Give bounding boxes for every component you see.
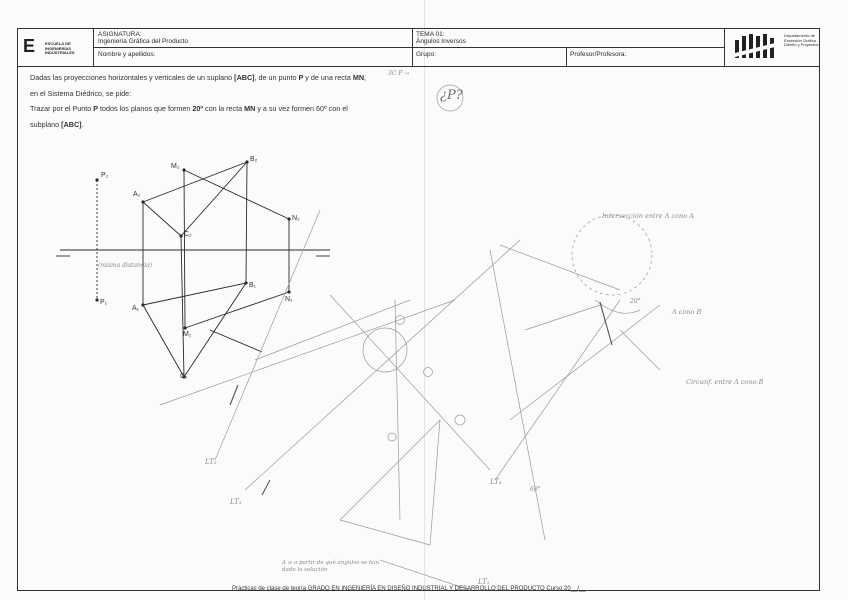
label-n2: N₂ xyxy=(292,215,300,222)
pencil-construction xyxy=(160,85,660,590)
pencil-line xyxy=(330,295,490,470)
handwritten-trace-label: LT₂ xyxy=(205,458,217,466)
pencil-circle xyxy=(396,316,405,325)
point-a1 xyxy=(141,303,144,306)
label-c2: C₂ xyxy=(184,231,192,238)
handwritten-note-interseccion: Intersección entre Λ cono A xyxy=(602,212,694,220)
label-m2: M₂ xyxy=(171,163,180,170)
pencil-line xyxy=(620,330,660,370)
label-n1: N₁ xyxy=(285,296,293,303)
statement-text: subplano xyxy=(30,119,62,129)
handwritten-note-circulo: Circunf. entre Λ cono B xyxy=(686,378,764,386)
pencil-mark xyxy=(262,480,270,495)
pencil-line xyxy=(340,420,440,520)
pencil-line xyxy=(215,210,320,460)
label-b1: B₁ xyxy=(249,282,257,289)
pencil-mark xyxy=(230,385,238,405)
recall-line-b xyxy=(246,162,247,283)
handwritten-corner-note: ¿P? xyxy=(440,88,463,103)
asignatura-label: ASIGNATURA: xyxy=(98,31,142,38)
pencil-line xyxy=(160,300,455,405)
statement-text: , xyxy=(364,73,367,82)
pencil-circle xyxy=(572,215,652,295)
pencil-mark xyxy=(600,302,612,345)
label-c1: C₁ xyxy=(180,373,188,380)
point-b2 xyxy=(245,160,248,163)
handwritten-trace-label: LT₁ xyxy=(478,578,490,586)
statement-text: con la recta xyxy=(202,104,245,113)
pencil-circle xyxy=(424,368,433,377)
school-logo-mark: E xyxy=(23,36,36,56)
statement-bold: P xyxy=(93,104,99,113)
point-b1 xyxy=(244,281,247,284)
pencil-circle xyxy=(388,433,396,441)
point-c2 xyxy=(179,234,182,237)
point-p2 xyxy=(95,178,98,181)
statement-bold: [ABC] xyxy=(234,73,255,82)
tema-label: TEMA 01: xyxy=(416,31,445,38)
statement-text: Dadas las proyecciones horizontales y verticales de un suplano xyxy=(30,73,235,82)
statement-line-2: en el Sistema Diédrico, se pide: xyxy=(30,88,132,98)
recall-line-m xyxy=(184,170,185,328)
pencil-line xyxy=(500,245,620,290)
pencil-line xyxy=(490,250,545,540)
department-name: Departamento de Expresión Gráfica Diseño y Proyectos xyxy=(784,33,819,47)
printed-points xyxy=(95,160,293,378)
statement-text: . xyxy=(81,119,84,129)
label-p2: P₂ xyxy=(101,172,109,179)
pencil-line xyxy=(510,305,660,420)
label-b2: B₂ xyxy=(250,156,258,163)
triangle-abc-vertical xyxy=(143,162,247,236)
profesor-label: Profesor/Profesora: xyxy=(570,51,627,58)
label-a2: A₂ xyxy=(133,191,141,198)
statement-text: , de un punto xyxy=(254,73,299,82)
grupo-label: Grupo: xyxy=(416,51,436,58)
label-p1: P₁ xyxy=(100,299,108,306)
handwritten-angle-20: 20° xyxy=(630,298,641,305)
handwritten-note-misma-distancia: (misma distancia) xyxy=(98,262,153,269)
pencil-line xyxy=(430,420,440,545)
triangle-abc-horizontal xyxy=(143,283,246,377)
pencil-line xyxy=(245,240,520,490)
point-n1 xyxy=(287,290,290,293)
statement-bold: 20º xyxy=(192,104,203,113)
label-a1: A₁ xyxy=(132,305,140,312)
handwritten-note-cono-b: Λ cono B xyxy=(672,308,702,316)
handwritten-trace-label: LT₃ xyxy=(230,498,242,506)
handwritten-top-note: 3C P → xyxy=(388,70,410,77)
point-p1 xyxy=(95,298,98,301)
footer-text: Prácticas de clase de teoría GRADO EN INGENIERÍA EN DISEÑO INDUSTRIAL Y DESARROLLO DEL PRODUCTO Curso 20__/__ xyxy=(232,586,586,592)
point-m2 xyxy=(182,168,185,171)
recall-line-c xyxy=(181,236,184,377)
pencil-circle xyxy=(363,328,407,372)
pencil-line xyxy=(495,300,620,480)
statement-text: Trazar por el Punto xyxy=(30,104,94,113)
pencil-line xyxy=(340,520,430,545)
statement-bold: [ABC] xyxy=(61,119,82,129)
statement-bold: MN xyxy=(352,73,365,82)
point-n2 xyxy=(287,217,290,220)
pencil-circle xyxy=(455,415,465,425)
printed-construction xyxy=(56,162,330,377)
label-m1: M₁ xyxy=(183,331,192,338)
statement-bold: P xyxy=(298,73,304,82)
handwritten-angle-60: 60° xyxy=(530,486,541,493)
tema-value: Ángulos Inversos xyxy=(416,38,466,45)
asignatura-value: Ingeniería Gráfica del Producto xyxy=(98,38,188,45)
statement-text: todos los planos que formen xyxy=(98,104,193,113)
handwritten-trace-label: LT₄ xyxy=(490,478,502,486)
pencil-emphasis xyxy=(230,302,612,495)
pencil-line xyxy=(525,305,600,330)
point-a2 xyxy=(141,200,144,203)
nombre-label: Nombre y apellidos: xyxy=(98,51,156,58)
statement-text: y de una recta xyxy=(303,73,353,82)
statement-bold: MN xyxy=(244,104,256,113)
auxiliary-line xyxy=(210,330,262,352)
handwritten-note-bottom: Δ ≡ a partir de qué ángulos se han dado la solución xyxy=(282,560,380,573)
line-mn-vertical xyxy=(184,170,289,219)
statement-text: y a su vez formen 60º con el xyxy=(255,104,348,113)
school-name: ESCUELA DE INGENIERÍAS INDUSTRIALES xyxy=(45,41,75,55)
point-m1 xyxy=(183,326,186,329)
